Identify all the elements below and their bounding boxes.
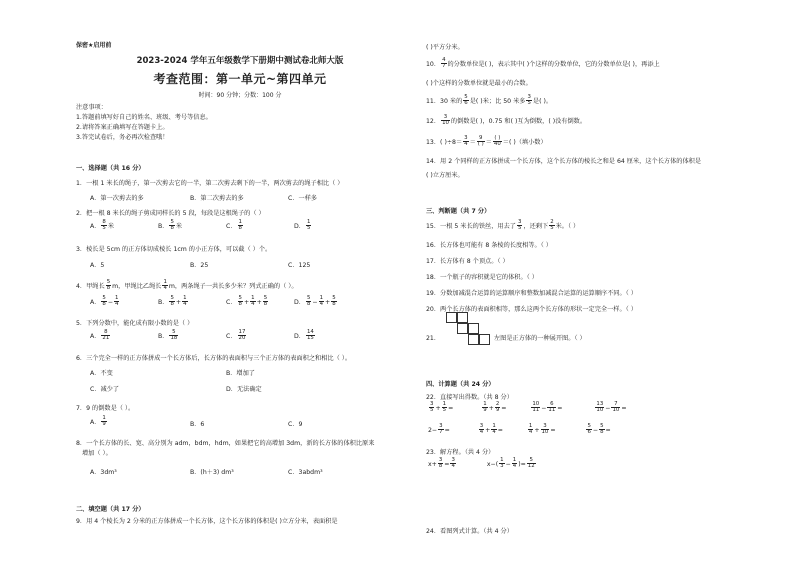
question-8-line-1: 8．一个长方体的长、宽、高分别为 adm，bdm，hdm，如果把它的高增加 3dm，新的长方体的体积比原来 [76,440,375,447]
q4-option-b[interactable]: B． $\frac{5}{8}$ + $\frac{1}{4}$ [158,295,187,308]
question-15: 15．一根 5 米长的铁丝，用去了 $\frac{3}{5}$ ，还剩下 $\frac{2}{5}$ 米。（ ） [426,219,580,232]
note-1: 1.答题前填写好自己的姓名、班级、考号等信息。 [76,114,212,121]
q7-option-b[interactable]: B．6 [190,421,205,428]
secret-label: 保密★启用前 [76,42,112,49]
q5-option-d[interactable]: D． $\frac{14}{15}$ [294,329,314,342]
question-8-line-2: 增加（ ）。 [82,450,112,457]
question-7: 7．9 的倒数是（ ）。 [76,405,135,412]
q7-option-a[interactable]: A． $\frac{1}{9}$ [90,415,106,428]
question-24: 24．看图列式计算。（共 4 分） [426,528,513,535]
q5-option-c[interactable]: C． $\frac{17}{20}$ [226,329,246,342]
question-10: 10． $\frac{4}{7}$ 的分数单位是( )，表示其中( )个这样的分数单位，它的分数单位是( )，再添上 [426,57,660,70]
question-9-cont: ( )平方分米。 [426,44,464,51]
question-14-cont: ( )立方厘米。 [426,172,464,179]
q4-option-d[interactable]: D． $\frac{5}{8}$ − $\frac{1}{4}$ + $\frac{5}{8}$ [294,295,336,308]
q2-option-a[interactable]: A． $\frac{8}{5}$ 米 [90,219,115,232]
question-18: 18．一个瓶子的容积就是它的体积。（ ） [426,274,538,281]
question-1: 1．一根 1 米长的绳子，第一次剪去它的一半，第二次剪去剩下的一半，两次剪去的绳子相比（ ） [76,180,344,187]
q3-option-c[interactable]: C．125 [288,262,311,269]
q1-option-b[interactable]: B．第二次剪去的多 [190,195,244,202]
notes-title: 注意事项： [76,104,107,111]
question-19: 19．分数加减混合运算的运算顺序和整数加减混合运算的运算顺序不同。（ ） [426,290,637,297]
q6-option-b[interactable]: B．增加了 [226,370,255,377]
q2-option-b[interactable]: B． $\frac{5}{8}$ 米 [158,219,183,232]
question-11: 11．30 米的 $\frac{5}{6}$ 是( )米；比 50 米多 $\frac{3}{5}$ 是( )。 [426,94,553,107]
equation-row: x+ $\frac{3}{8}$ = $\frac{3}{4}$ x−( $\frac{1}{3}$ − $\frac{1}{4}$ )= $\frac{5}{12}$ [428,457,535,470]
section-judge: 三、判断题（共 7 分） [426,208,491,215]
question-4: 4．甲绳长 $\frac{5}{8}$ m，甲绳比乙绳长 $\frac{1}{4}$ m，两条绳子一共长多少米？列式正确的（ ）。 [76,279,298,292]
question-17: 17．长方体有 8 个顶点。（ ） [426,258,509,265]
q4-option-c[interactable]: C． $\frac{5}{8}$ + $\frac{1}{4}$ + $\frac{5}{8}$ [226,295,268,308]
q7-option-c[interactable]: C．9 [288,421,303,428]
section-choice: 一、选择题（共 16 分） [76,165,145,172]
note-3: 3.答完试卷后，务必再次检查哦！ [76,134,169,141]
question-23: 23．解方程。（共 4 分） [426,449,495,456]
q8-option-b[interactable]: B．(h＋3) dm³ [190,469,234,476]
question-5: 5．下列分数中，能化成有限小数的是（ ） [76,320,194,327]
calc-row-2: 2− $\frac{3}{7}$ = $\frac{3}{4}$ + $\frac{1}{4}$ = $\frac{1}{4}$ + $\frac{3}{10}$ = $\frac{5}{6}$ − $\frac{5}{8}$ = [428,423,611,436]
note-2: 2.请将答案正确填写在答题卡上。 [76,124,169,131]
question-2: 2．把一根 8 米长的绳子剪成同样长的 5 段，每段是这根绳子的（ ） [76,210,265,217]
q5-option-a[interactable]: A． $\frac{8}{21}$ [90,329,110,342]
question-6: 6．三个完全一样的正方体拼成一个长方体后，长方体的表面积与三个正方体的表面积之和相比（ ）。 [76,355,352,362]
q6-option-c[interactable]: C．减少了 [90,386,120,393]
question-20: 20．两个长方体的表面积相等，那么这两个长方体的形状一定完全一样。（ ） [426,306,637,313]
question-12: 12． $\frac{3}{10}$ 的倒数是( )，0.75 和( )互为倒数，( )没有倒数。 [426,114,587,127]
question-16: 16．长方体也可能有 8 条棱的长度相等。（ ） [426,242,552,249]
question-14: 14．用 2 个同样的正方体拼成一个长方体，这个长方体的棱长之和是 64 厘米，这个长方体的体积是 [426,158,702,165]
q6-option-a[interactable]: A．不变 [90,370,113,377]
question-21: 左图是正方体的一种展开图。（ ） [494,335,586,342]
exam-title: 2023-2024 学年五年级数学下册期中测试卷北师大版 [136,56,344,66]
q3-option-b[interactable]: B．25 [190,262,209,269]
calc-row-1: $\frac{3}{5}$ + $\frac{1}{5}$ = $\frac{1}{9}$ + $\frac{2}{9}$ = $\frac{10}{11}$ − $\frac{6}{11}$ = $\frac{13}{10}$ − $\frac{7}{10}$ = [430,401,627,414]
q8-option-a[interactable]: A．3dm³ [90,469,117,476]
cube-net-figure [440,312,490,358]
section-fill: 二、填空题（共 17 分） [76,506,145,513]
q6-option-d[interactable]: D．无法确定 [226,386,262,393]
q1-option-a[interactable]: A．第一次剪去的多 [90,195,144,202]
question-21-number: 21． [426,335,441,342]
q1-option-c[interactable]: C．一样多 [288,195,318,202]
question-9: 9．用 4 个棱长为 2 分米的正方体拼成一个长方体，这个长方体的体积是( )立方分米，表面积是 [76,518,338,525]
time-info: 时间：90 分钟；分数：100 分 [198,92,282,99]
section-calc: 四、计算题（共 24 分） [426,381,495,388]
exam-subtitle: 考查范围：第一单元~第四单元 [153,72,327,86]
q2-option-d[interactable]: D． $\frac{1}{5}$ [294,219,311,232]
question-10-cont: ( )个这样的分数单位就是最小的合数。 [426,80,532,87]
q8-option-c[interactable]: C．3abdm³ [288,469,323,476]
q2-option-c[interactable]: C． $\frac{1}{8}$ [226,219,242,232]
question-3: 3．棱长是 5cm 的正方体切成棱长 1cm 的小正方体，可以截（ ）个。 [76,246,272,253]
q4-option-a[interactable]: A． $\frac{5}{8}$ − $\frac{1}{4}$ [90,295,119,308]
question-22: 22．直接写出得数。（共 8 分） [426,394,513,401]
question-13: 13．( )÷8＝ $\frac{3}{4}$ ＝ $\frac{9}{( )}$ ＝ $\frac{( )}{40}$ ＝( )（填小数） [426,135,547,148]
q5-option-b[interactable]: B． $\frac{5}{18}$ [158,329,178,342]
q3-option-a[interactable]: A．5 [90,262,105,269]
